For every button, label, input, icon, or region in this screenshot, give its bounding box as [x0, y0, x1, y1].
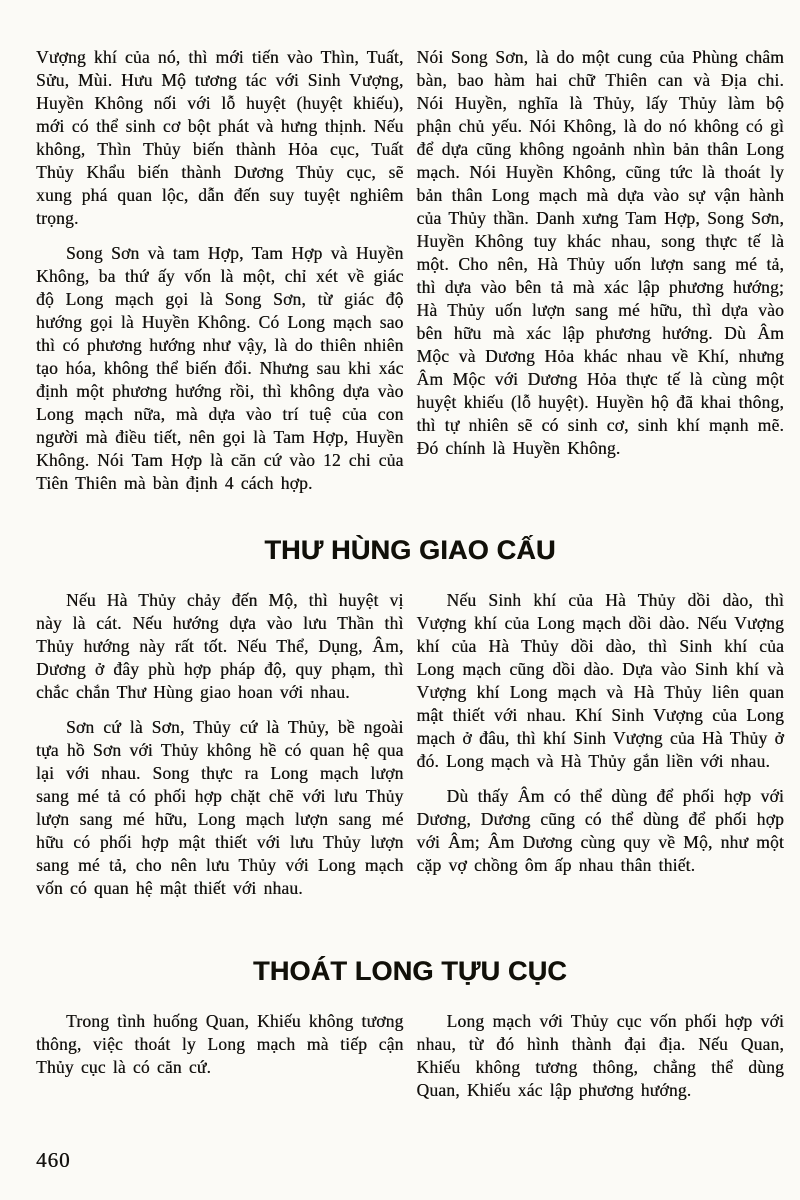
right-column — [417, 46, 785, 495]
left-column — [36, 46, 404, 495]
section-heading-thoat-long-tuu-cuc: THOÁT LONG TỰU CỤC — [253, 956, 567, 986]
section-continuation — [36, 46, 784, 495]
para-trong-tinh-huong-quan-khieu: Trong tình huống Quan, Khiếu không tương thông, việc thoát ly Long mạch mà tiếp cận Thủy cục là có căn cứ. — [36, 1011, 404, 1077]
section-thoat-long-tuu-cuc — [36, 1010, 784, 1102]
left-column — [36, 1010, 404, 1102]
left-column — [36, 589, 404, 900]
right-column — [417, 589, 785, 900]
para-song-son-va-tam-hop: Song Sơn và tam Hợp, Tam Hợp và Huyền Không, ba thứ ấy vốn là một, chỉ xét về giác độ Long mạch gọi là Song Sơn, từ giác độ hướng gọi là Huyền Không. Có Long mạch sao thì có phương hướng như vậy, là do thiên nhiên tạo hóa, không thể biến đổi. Nhưng sau khi xác định một phương hướng rồi, thì không dựa vào Long mạch nữa, mà dựa vào trí tuệ của con người mà điều tiết, nên gọi là Tam Hợp, Huyền Không. Nói Tam Hợp là căn cứ vào 12 chi của Tiên Thiên mà bàn định 4 cách hợp. — [36, 243, 404, 493]
section-heading-thu-hung-giao-cau: THƯ HÙNG GIAO CẤU — [264, 535, 556, 565]
section-thu-hung-giao-cau — [36, 589, 784, 900]
para-neu-sinh-khi: Nếu Sinh khí của Hà Thủy dồi dào, thì Vượng khí của Long mạch dồi dào. Nếu Vượng khí của Hà Thủy dồi dào, thì Sinh khí của Long mạch cũng dồi dào. Dựa vào Sinh khí và Vượng khí Long mạch và Hà Thủy liên quan mật thiết với nhau. Khí Sinh Vượng của Long mạch ở đâu, thì khí Sinh Vượng của Hà Thủy ở đó. Long mạch và Hà Thủy gắn liền với nhau. — [416, 590, 784, 771]
right-column — [417, 1010, 785, 1102]
columns-thoat-long — [36, 1010, 784, 1102]
page-number: 460 — [36, 1148, 71, 1172]
para-vuong-khi-cua-no: Vượng khí của nó, thì mới tiến vào Thìn, Tuất, Sửu, Mùi. Hưu Mộ tương tác với Sinh Vượng, Huyền Không nối với lỗ huyệt (huyệt khiếu), mới có thể sinh cơ bột phát và hưng thịnh. Nếu không, Thìn Thủy biến thành Hỏa cục, Tuất Thủy Khẩu biến thành Dương Thủy cục, sẽ xung phá quan lộc, dẫn đến suy tuyệt nghiêm trọng. — [36, 47, 404, 228]
columns-continuation — [36, 46, 784, 495]
para-noi-song-son: Nói Song Sơn, là do một cung của Phùng châm bàn, bao hàm hai chữ Thiên can và Địa chi. Nói Huyền, nghĩa là Thủy, lấy Thủy làm bộ phận chủ yếu. Nói Không, là do nó không có gì để dựa cũng không ngoảnh nhìn bản thân Long mạch. Nói Huyền Không, cũng tức là thoát ly bản thân Long mạch mà dựa vào sự vận hành của Thủy thần. Danh xưng Tam Hợp, Song Sơn, Huyền Không tuy khác nhau, song thực tế là một. Cho nên, Hà Thủy uốn lượn sang mé tả, thì dựa vào bên tả mà xác lập phương hướng; Hà Thủy uốn lượn sang mé hữu, thì dựa vào bên hữu mà xác lập phương hướng. Dù Âm Mộc và Dương Hỏa khác nhau về Khí, nhưng Âm Mộc với Dương Hỏa thực tế là cùng một huyệt khiếu (lỗ huyệt). Huyền hộ đã khai thông, thì tự nhiên sẽ có sinh cơ, sinh khí mạnh mẽ. Đó chính là Huyền Không. — [416, 47, 784, 458]
para-neu-ha-thuy-chay-den-mo: Nếu Hà Thủy chảy đến Mộ, thì huyệt vị này là cát. Nếu hướng dựa vào lưu Thần thì Thủy hướng này rất tốt. Nếu Thể, Dụng, Âm, Dương ở đây phù hợp pháp độ, quy phạm, thì chắc chắn Thư Hùng giao hoan với nhau. — [36, 590, 404, 702]
columns-thu-hung — [36, 589, 784, 900]
para-long-mach-voi-thuy-cuc: Long mạch với Thủy cục vốn phối hợp với nhau, từ đó hình thành đại địa. Nếu Quan, Khiếu không tương thông, chẳng thể dùng Quan, Khiếu xác lập phương hướng. — [416, 1011, 784, 1100]
para-du-thay-am: Dù thấy Âm có thể dùng để phối hợp với Dương, Dương cũng có thể dùng để phối hợp với Âm; Âm Dương cùng quy về Mộ, như một cặp vợ chồng ôm ấp nhau thân thiết. — [416, 786, 784, 875]
para-son-cu-la-son: Sơn cứ là Sơn, Thủy cứ là Thủy, bề ngoài tựa hồ Sơn với Thủy không hề có quan hệ qua lại với nhau. Song thực ra Long mạch lượn sang mé tả có phối hợp chặt chẽ với lưu Thủy lượn sang mé hữu, Long mạch lượn sang mé hữu có phối hợp mật thiết với lưu Thủy lượn sang mé tả, cho nên lưu Thủy với Long mạch vốn có quan hệ mật thiết với nhau. — [36, 717, 404, 898]
